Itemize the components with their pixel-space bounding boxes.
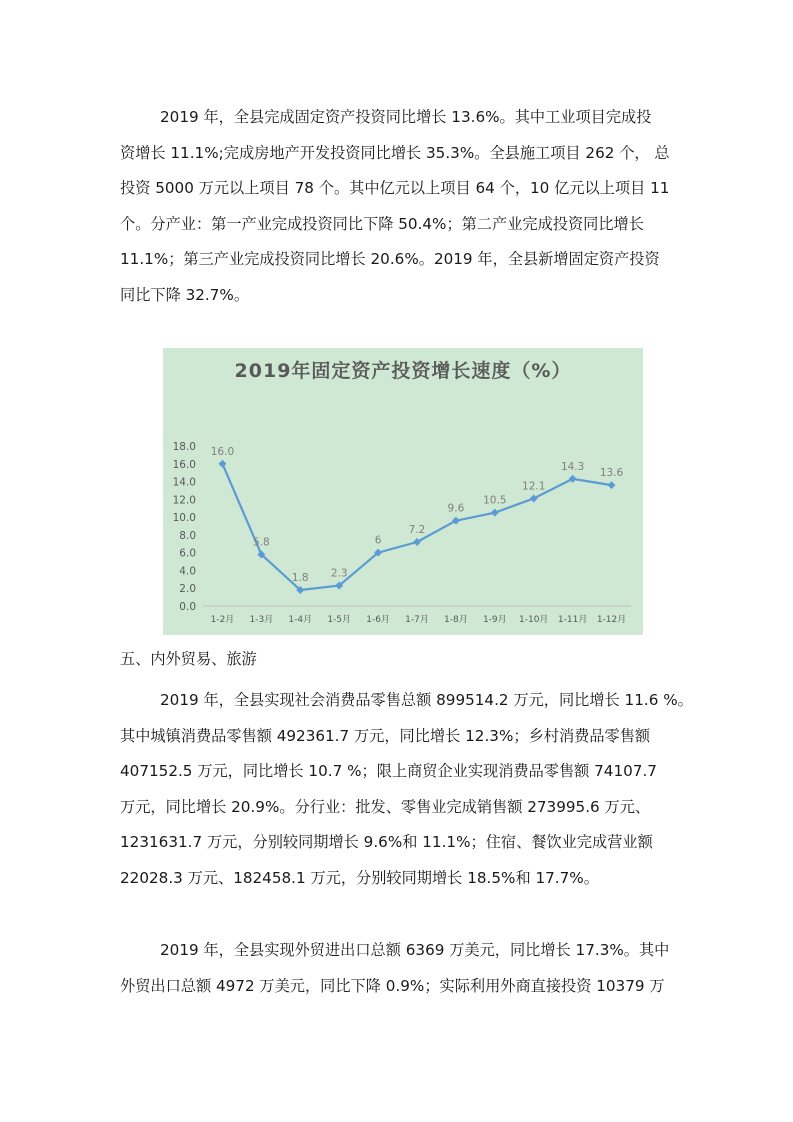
- y-tick-label: 0.0: [179, 601, 196, 613]
- data-point-marker: [530, 494, 538, 502]
- text-line: 2019 年，全县实现外贸进出口总额 6369 万美元，同比增长 17.3%。其中: [160, 941, 670, 959]
- x-tick-label: 1-12月: [596, 615, 627, 625]
- text-line: 同比下降 32.7%。: [120, 285, 250, 304]
- x-tick-label: 1-2月: [210, 615, 235, 625]
- data-label: 5.8: [253, 536, 270, 549]
- y-tick-label: 4.0: [179, 565, 196, 578]
- investment-growth-chart: [163, 348, 643, 635]
- x-tick-label: 1-5月: [327, 615, 352, 625]
- y-tick-label: 12.0: [172, 494, 196, 507]
- paragraph-retail-sales: [120, 683, 693, 897]
- data-point-marker: [218, 460, 226, 468]
- text-line: 2019 年，全县实现社会消费品零售总额 899514.2 万元，同比增长 11.6 %。: [160, 691, 693, 709]
- x-tick-label: 1-9月: [482, 615, 507, 625]
- data-point-marker: [491, 509, 499, 517]
- chart-plot-area: [163, 348, 643, 635]
- text-line: 1231631.7 万元，分别较同期增长 9.6%和 11.1%；住宿、餐饮业完成营业额: [120, 833, 653, 852]
- x-tick-label: 1-4月: [288, 615, 313, 625]
- x-tick-label: 1-7月: [405, 615, 429, 625]
- text-line: 个。分产业：第一产业完成投资同比下降 50.4%；第二产业完成投资同比增长: [120, 214, 644, 233]
- data-label: 10.5: [483, 494, 507, 507]
- text-line: 22028.3 万元、182458.1 万元，分别较同期增长 18.5%和 17.7%。: [120, 868, 599, 887]
- x-tick-label: 1-11月: [557, 615, 588, 625]
- y-tick-label: 8.0: [179, 529, 196, 542]
- data-label: 16.0: [210, 445, 235, 458]
- y-tick-label: 2.0: [179, 583, 196, 596]
- text-line: 其中城镇消费品零售额 492361.7 万元，同比增长 12.3%；乡村消费品零售额: [120, 726, 651, 745]
- chart-title: 2019年固定资产投资增长速度（%）: [234, 360, 572, 382]
- y-tick-label: 14.0: [172, 476, 196, 489]
- x-tick-label: 1-6月: [366, 615, 390, 625]
- data-point-marker: [413, 538, 421, 546]
- text-line: 407152.5 万元，同比增长 10.7 %；限上商贸企业实现消费品零售额 74107.7: [120, 762, 657, 781]
- text-line: 2019 年，全县完成固定资产投资同比增长 13.6%。其中工业项目完成投: [160, 108, 652, 126]
- data-label: 9.6: [447, 502, 465, 515]
- x-tick-label: 1-8月: [444, 615, 468, 625]
- data-point-marker: [569, 475, 577, 483]
- y-tick-label: 16.0: [172, 458, 196, 471]
- text-line: 资增长 11.1%;完成房地产开发投资同比增长 35.3%。全县施工项目 262 个， 总: [120, 143, 670, 162]
- data-point-marker: [452, 517, 460, 525]
- data-label: 2.3: [330, 567, 348, 580]
- y-tick-label: 10.0: [172, 512, 196, 525]
- data-point-marker: [608, 481, 616, 489]
- text-line: 万元，同比增长 20.9%。分行业：批发、零售业完成销售额 273995.6 万元、: [120, 797, 651, 816]
- section-heading: 五、内外贸易、旅游: [120, 650, 257, 668]
- data-label: 6: [374, 534, 382, 547]
- data-label: 7.2: [408, 524, 426, 536]
- paragraph-foreign-trade: [120, 933, 675, 1004]
- y-tick-label: 6.0: [179, 547, 196, 560]
- text-line: 外贸出口总额 4972 万美元，同比下降 0.9%；实际利用外商直接投资 10379 万: [120, 976, 665, 995]
- text-line: 11.1%；第三产业完成投资同比增长 20.6%。2019 年，全县新增固定资产投资: [120, 250, 660, 269]
- data-label: 1.8: [291, 572, 309, 584]
- data-label: 13.6: [599, 467, 624, 480]
- x-tick-label: 1-10月: [519, 615, 549, 625]
- y-tick-label: 18.0: [172, 441, 196, 453]
- data-label: 12.1: [522, 480, 546, 493]
- paragraph-fixed-asset-investment: [120, 100, 675, 314]
- data-label: 14.3: [560, 460, 585, 473]
- x-tick-label: 1-3月: [249, 615, 274, 625]
- text-line: 投资 5000 万元以上项目 78 个。其中亿元以上项目 64 个，10 亿元以上项目 11: [120, 179, 670, 198]
